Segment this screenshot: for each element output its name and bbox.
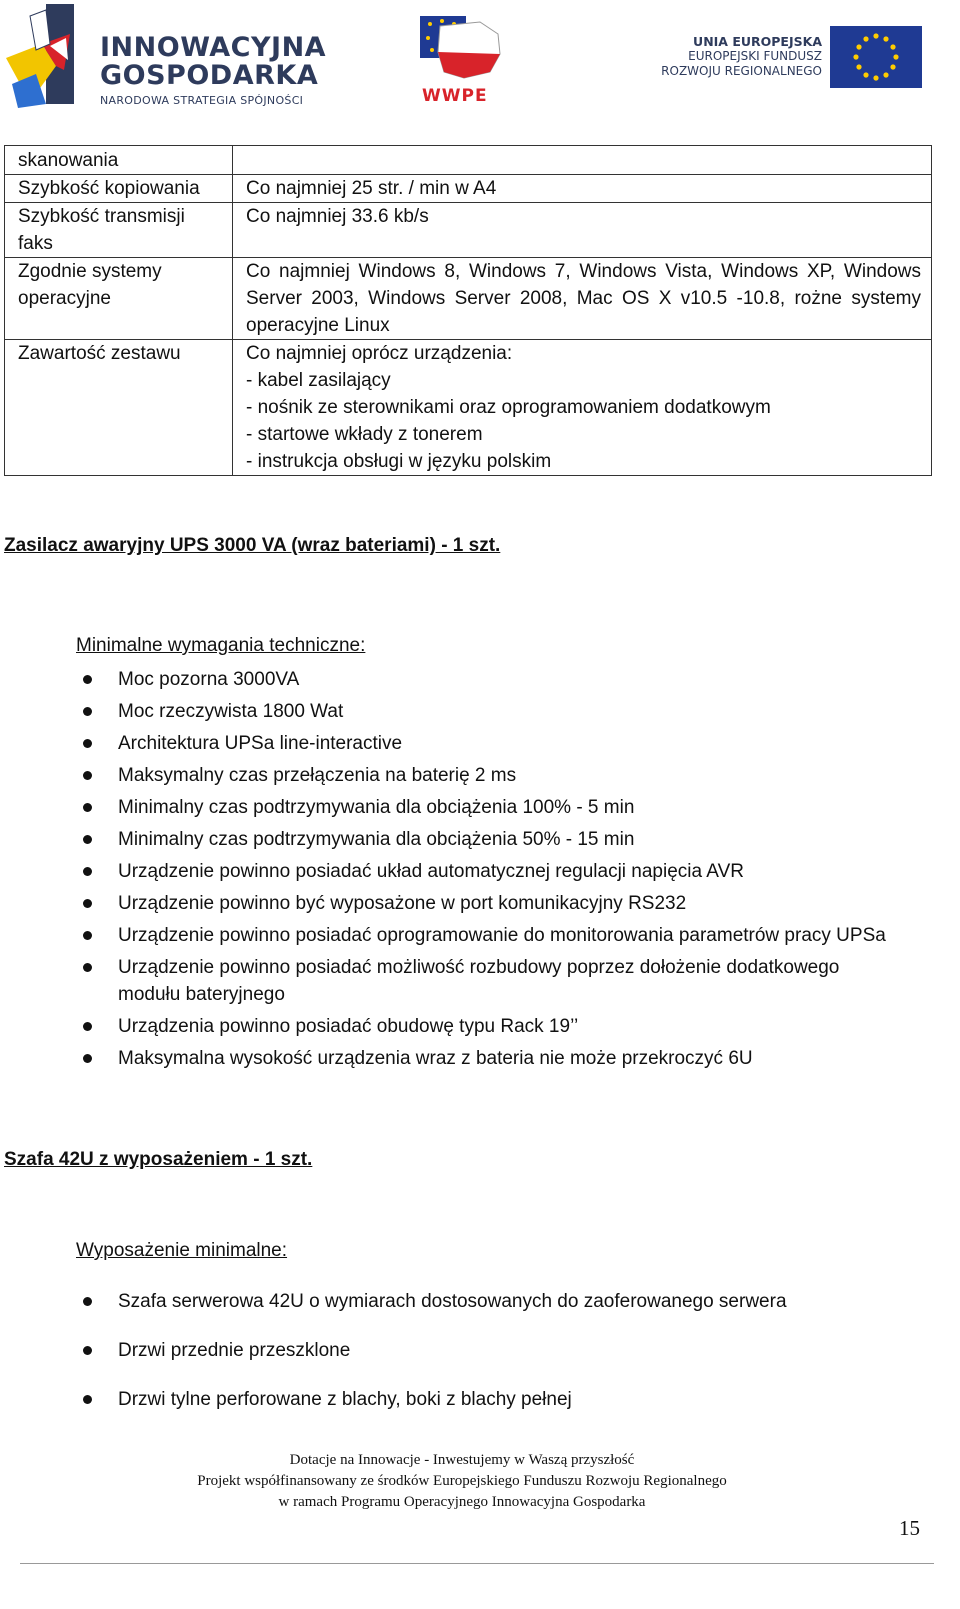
list-item-text: Urządzenie powinno być wyposażone w port komunikacyjny RS232 [118,893,687,914]
bullet-icon [83,1022,92,1031]
bullet-icon [83,739,92,748]
row-value: - nośnik ze sterownikami oraz oprogramowaniem dodatkowym [246,397,771,418]
list-item [76,666,906,693]
innowacyjna-gospodarka-logo [6,4,336,110]
list-item [76,1386,906,1413]
list-item [76,1013,906,1040]
list-item-text: Maksymalna wysokość urządzenia wraz z bateria nie może przekroczyć 6U [118,1048,753,1069]
table-row [5,146,932,175]
logo-line-strategia: NARODOWA STRATEGIA SPÓJNOŚCI [100,94,304,107]
table-row [5,203,932,258]
footer-divider [20,1563,934,1564]
table-label-cell [5,258,233,340]
list-item-text: Szafa serwerowa 42U o wymiarach dostosowanych do zaoferowanego serwera [118,1291,787,1312]
row-label: operacyjne [18,288,111,309]
table-value-cell [233,146,932,175]
section-title-rack: Szafa 42U z wyposażeniem - 1 szt. [4,1149,313,1170]
ups-requirements-list [76,666,906,1077]
bullet-icon [83,1297,92,1306]
table-label-cell [5,146,233,175]
row-label: Zgodnie systemy [18,261,162,282]
page-header [0,0,960,120]
list-item-text: Maksymalny czas przełączenia na baterię 2 ms [118,765,517,786]
bullet-icon [83,675,92,684]
list-item-text: Urządzenia powinno posiadać obudowę typu Rack 19’’ [118,1016,579,1037]
list-item [76,698,906,725]
eu-logo [660,26,930,96]
row-value: - startowe wkłady z tonerem [246,424,483,445]
list-item-text: Architektura UPSa line-interactive [118,733,403,754]
page-footer [0,1450,924,1513]
table-value-cell [233,258,932,340]
list-item-text: Minimalny czas podtrzymywania dla obciążenia 100% - 5 min [118,797,635,818]
table-row [5,340,932,476]
bullet-icon [83,1395,92,1404]
table-value-cell [233,340,932,476]
page-number: 15 [899,1516,920,1540]
row-label: faks [18,233,53,254]
list-item-text: Minimalny czas podtrzymywania dla obciążenia 50% - 15 min [118,829,635,850]
list-item [76,826,906,853]
list-item [76,762,906,789]
bullet-icon [83,803,92,812]
list-item [76,794,906,821]
subtitle-rack-equipment: Wyposażenie minimalne: [76,1240,288,1261]
bullet-icon [83,1346,92,1355]
list-item-text: Drzwi przednie przeszklone [118,1340,351,1361]
list-item [76,1288,906,1315]
eu-line-rozwoju: ROZWOJU REGIONALNEGO [661,64,822,78]
list-item [76,954,906,1008]
list-item-text: Moc pozorna 3000VA [118,669,300,690]
footer-line-cofinancing: Projekt współfinansowany ze środków Europejskiego Funduszu Rozwoju Regionalnego [197,1473,727,1489]
row-label: skanowania [18,150,119,171]
row-value: Co najmniej Windows 8, Windows 7, Windows Vista, Windows XP, Windows Server 2003, Windows Server 2008, Mac OS X v10.5 -10.8, rożne systemy operacyjne Linux [246,261,921,336]
poland-map-icon [420,16,506,86]
list-item [76,890,906,917]
row-value: Co najmniej 25 str. / min w A4 [246,178,497,199]
bullet-icon [83,771,92,780]
wwpe-text: WWPE [422,86,488,106]
logo-line-gospodarka: GOSPODARKA [100,60,319,91]
row-value: - instrukcja obsługi w języku polskim [246,451,552,472]
spec-table [4,145,932,476]
rack-equipment-list [76,1288,906,1435]
row-value: - kabel zasilający [246,370,391,391]
list-item [76,730,906,757]
list-item-text: Urządzenie powinno posiadać oprogramowanie do monitorowania parametrów pracy UPSa [118,925,886,946]
bullet-icon [83,931,92,940]
list-item-text: Urządzenie powinno posiadać układ automatycznej regulacji napięcia AVR [118,861,744,882]
eu-line-fundusz: EUROPEJSKI FUNDUSZ [688,49,822,63]
table-value-cell [233,175,932,203]
bullet-icon [83,835,92,844]
list-item [76,858,906,885]
list-item-text: Urządzenie powinno posiadać możliwość rozbudowy poprzez dołożenie dodatkowego modułu bateryjnego [118,957,840,1005]
subtitle-ups-requirements: Minimalne wymagania techniczne: [76,635,366,656]
bullet-icon [83,867,92,876]
footer-line-slogan: Dotacje na Innowacje - Inwestujemy w Waszą przyszłość [289,1452,635,1468]
wwpe-logo [420,16,520,108]
table-row [5,175,932,203]
logo-line-innowacyjna: INNOWACYJNA [100,32,327,63]
table-value-cell [233,203,932,258]
list-item [76,1337,906,1364]
bullet-icon [83,1054,92,1063]
list-item [76,1045,906,1072]
list-item [76,922,906,949]
row-value: Co najmniej oprócz urządzenia: [246,343,513,364]
bullet-icon [83,899,92,908]
table-row [5,258,932,340]
table-label-cell [5,203,233,258]
row-value: Co najmniej 33.6 kb/s [246,206,429,227]
table-label-cell [5,175,233,203]
row-label: Szybkość transmisji [18,206,185,227]
footer-line-programme: w ramach Programu Operacyjnego Innowacyjna Gospodarka [278,1494,646,1510]
row-label: Zawartość zestawu [18,343,181,364]
eu-line-unia: UNIA EUROPEJSKA [693,34,822,49]
row-label: Szybkość kopiowania [18,178,200,199]
innowacyjna-gospodarka-emblem [6,4,96,110]
bullet-icon [83,707,92,716]
list-item-text: Moc rzeczywista 1800 Wat [118,701,344,722]
bullet-icon [83,963,92,972]
table-label-cell [5,340,233,476]
list-item-text: Drzwi tylne perforowane z blachy, boki z blachy pełnej [118,1389,572,1410]
eu-flag-icon [830,26,922,88]
section-title-ups: Zasilacz awaryjny UPS 3000 VA (wraz bateriami) - 1 szt. [4,535,501,556]
